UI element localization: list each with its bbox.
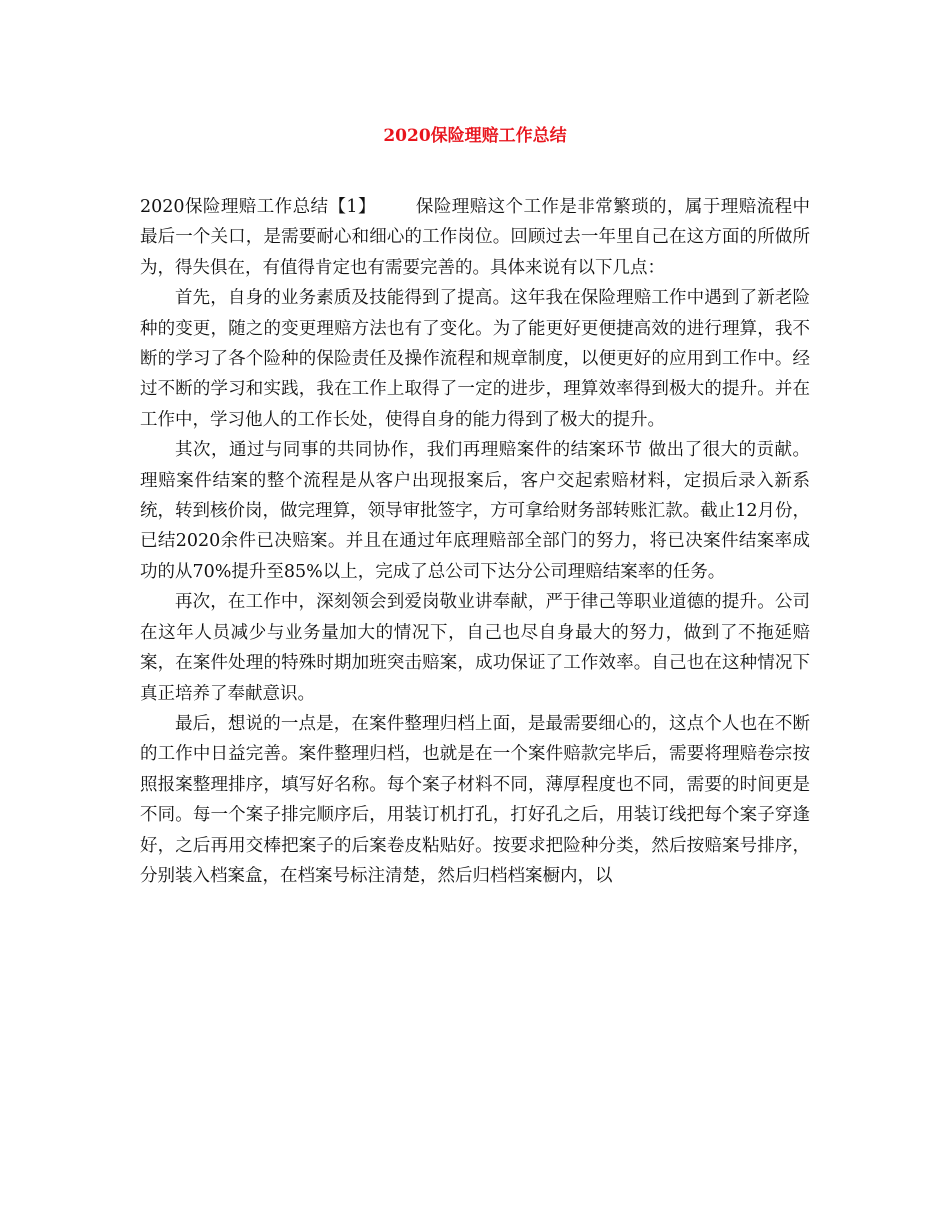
section-heading: 2020保险理赔工作总结【1】: [140, 197, 376, 217]
paragraph-secondly: 其次，通过与同事的共同协作，我们再理赔案件的结案环节 做出了很大的贡献。理赔案件结案的整个流程是从客户出现报案后，客户交起索赔材料，定损后录入新系统，转到核价岗，做完理算，领导审批签字，方可拿给财务部转账汇款。截止12月份，已结2020余件已决赔案。并且在通过年底理赔部全部门的努力，将已决案件结案率成功的从70%提升至85%以上，完成了总公司下达分公司理赔结案率的任务。: [140, 440, 810, 582]
paragraph-text: 保险理赔这个工作是非常繁琐的，属于理赔流程中最后一个关口，是需要耐心和细心的工作岗位。回顾过去一年里自己在这方面的所做所为，得失俱在，有值得肯定也有需要完善的。具体来说有以下几点：: [140, 197, 811, 278]
document-body: [140, 192, 810, 891]
paragraph-intro: [140, 192, 810, 283]
paragraph-finally: 最后，想说的一点是，在案件整理归档上面，是最需要细心的，这点个人也在不断的工作中日益完善。案件整理归档，也就是在一个案件赔款完毕后，需要将理赔卷宗按照报案整理排序，填写好名称。每个案子材料不同，薄厚程度也不同，需要的时间更是不同。每一个案子排完顺序后，用装订机打孔，打好孔之后，用装订线把每个案子穿逢好，之后再用交棒把案子的后案卷皮粘贴好。按要求把险种分类，然后按赔案号排序，分别装入档案盒，在档案号标注清楚，然后归档档案橱内，以: [140, 713, 810, 886]
paragraph-thirdly: 再次，在工作中，深刻领会到爱岗敬业讲奉献，严于律己等职业道德的提升。公司在这年人员减少与业务量加大的情况下，自己也尽自身最大的努力，做到了不拖延赔案，在案件处理的特殊时期加班突击赔案，成功保证了工作效率。自己也在这种情况下真正培养了奉献意识。: [140, 592, 810, 704]
document-title: 2020保险理赔工作总结: [383, 126, 567, 146]
paragraph-firstly: 首先，自身的业务素质及技能得到了提高。这年我在保险理赔工作中遇到了新老险种的变更，随之的变更理赔方法也有了变化。为了能更好更便捷高效的进行理算，我不断的学习了各个险种的保险责任及操作流程和规章制度，以便更好的应用到工作中。经过不断的学习和实践，我在工作上取得了一定的进步，理算效率得到极大的提升。并在工作中，学习他人的工作长处，使得自身的能力得到了极大的提升。: [140, 288, 810, 430]
